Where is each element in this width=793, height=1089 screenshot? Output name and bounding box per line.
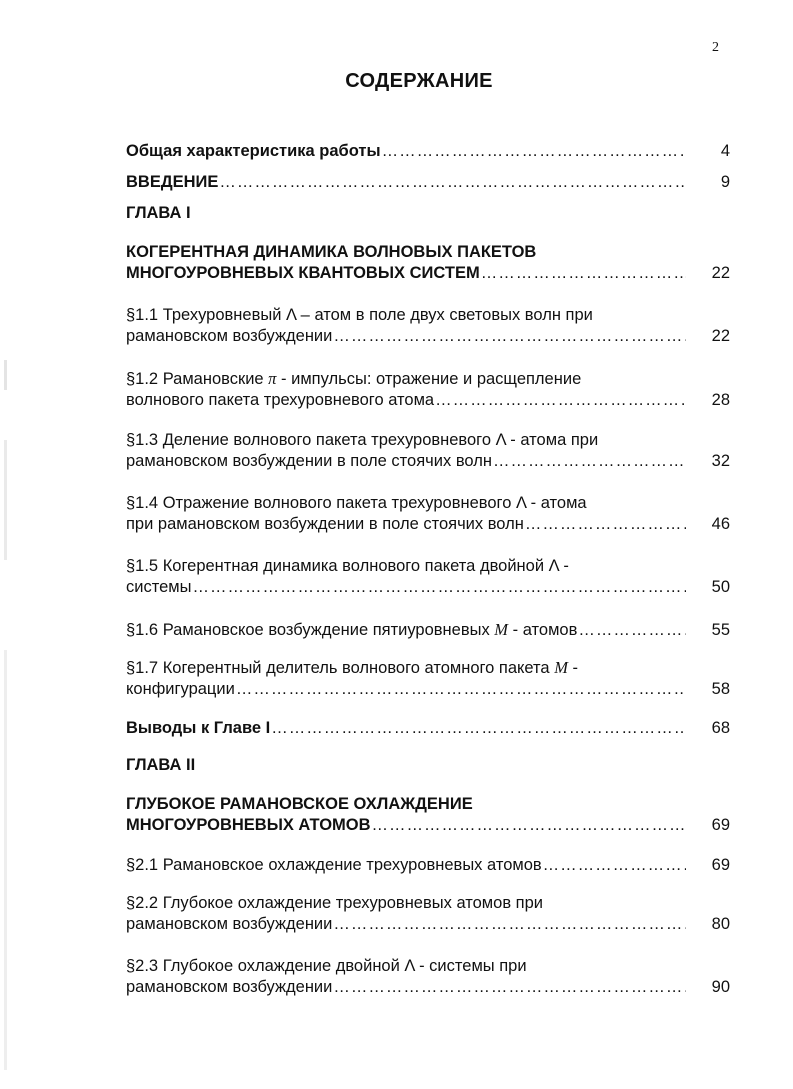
leader-dots bbox=[271, 718, 686, 739]
scan-artifact bbox=[4, 650, 7, 1070]
text-fragment: - атомов bbox=[508, 621, 578, 639]
toc-entry-text: МНОГОУРОВНЕВЫХ АТОМОВ bbox=[126, 816, 371, 834]
leader-dots bbox=[481, 263, 686, 284]
toc-entry-text: §2.3 Глубокое охлаждение двойной Λ - системы при bbox=[126, 957, 527, 975]
toc-entry-text: Выводы к Главе I bbox=[126, 719, 271, 737]
chapter-label: ГЛАВА II bbox=[126, 756, 196, 774]
text-fragment: - импульсы: отражение и расщепление bbox=[276, 370, 582, 388]
toc-entry-text: ВВЕДЕНИЕ bbox=[126, 173, 219, 191]
toc-entry-text: ГЛУБОКОЕ РАМАНОВСКОЕ ОХЛАЖДЕНИЕ bbox=[126, 795, 473, 813]
leader-dots bbox=[333, 977, 686, 998]
toc-entry-s1-7[interactable] bbox=[126, 657, 730, 700]
toc-entry-text: Общая характеристика работы bbox=[126, 142, 381, 160]
toc-entry-text: §1.1 Трехуровневый Λ – атом в поле двух световых волн при bbox=[126, 306, 593, 324]
page-title: СОДЕРЖАНИЕ bbox=[345, 70, 493, 92]
toc-entry-text: волнового пакета трехуровневого атома bbox=[126, 391, 435, 409]
toc-entry-text: системы bbox=[126, 578, 192, 596]
leader-dots bbox=[333, 914, 686, 935]
toc-page-number: 4 bbox=[720, 142, 730, 160]
toc-entry-text-line1 bbox=[126, 368, 686, 390]
toc-entry-intro[interactable] bbox=[126, 172, 730, 193]
toc-entry-text: §2.2 Глубокое охлаждение трехуровневых атомов при bbox=[126, 894, 544, 912]
toc-entry-s1-4[interactable] bbox=[126, 493, 730, 535]
toc-page-number: 69 bbox=[711, 856, 730, 874]
leader-dots bbox=[382, 141, 686, 162]
leader-dots bbox=[219, 172, 686, 193]
toc-page-number: 80 bbox=[711, 915, 730, 933]
page-number: 2 bbox=[712, 40, 719, 55]
text-fragment: §1.6 Рамановское возбуждение пятиуровневых bbox=[126, 621, 495, 639]
leader-dots bbox=[372, 815, 686, 836]
text-fragment: §1.7 Когерентный делитель волнового атомного пакета bbox=[126, 659, 555, 677]
leader-dots bbox=[493, 451, 686, 472]
m-symbol: M bbox=[494, 620, 509, 639]
toc-page-number: 58 bbox=[711, 680, 730, 698]
toc-entry-text-line1 bbox=[126, 657, 686, 679]
toc-entry-text: конфигурации bbox=[126, 680, 235, 698]
toc-page-number: 32 bbox=[711, 452, 730, 470]
toc-entry-text: рамановском возбуждении bbox=[126, 327, 333, 345]
toc-entry-s1-3[interactable] bbox=[126, 430, 730, 472]
toc-entry-conclusions1[interactable] bbox=[126, 718, 730, 739]
toc-entry-s2-1[interactable] bbox=[126, 855, 730, 876]
toc-page-number: 46 bbox=[711, 515, 730, 533]
leader-dots bbox=[578, 620, 686, 641]
m-symbol: M bbox=[554, 658, 568, 677]
scan-artifact bbox=[4, 440, 7, 560]
toc-page-number: 69 bbox=[711, 816, 730, 834]
toc-entry-chapter2[interactable] bbox=[126, 794, 730, 836]
toc-entry-text: при рамановском возбуждении в поле стоячих волн bbox=[126, 515, 524, 533]
leader-dots bbox=[543, 855, 686, 876]
toc-entry-text: §1.4 Отражение волнового пакета трехуровневого Λ - атома bbox=[126, 494, 587, 512]
toc-entry-text: КОГЕРЕНТНАЯ ДИНАМИКА ВОЛНОВЫХ ПАКЕТОВ bbox=[126, 243, 537, 261]
toc-entry-text: рамановском возбуждении в поле стоячих волн bbox=[126, 452, 492, 470]
toc-page-number: 90 bbox=[711, 978, 730, 996]
toc-page-number: 68 bbox=[711, 719, 730, 737]
scan-artifact bbox=[4, 360, 7, 390]
toc-entry-text: §2.1 Рамановское охлаждение трехуровневых атомов bbox=[126, 856, 542, 874]
toc-entry-s1-6[interactable] bbox=[126, 619, 730, 641]
toc-page-number: 50 bbox=[711, 578, 730, 596]
leader-dots bbox=[333, 326, 686, 347]
toc-entry-chapter1[interactable] bbox=[126, 242, 730, 284]
chapter-label: ГЛАВА I bbox=[126, 204, 191, 222]
toc-entry-text bbox=[126, 619, 577, 641]
toc-entry-s2-2[interactable] bbox=[126, 893, 730, 935]
toc-entry-s1-1[interactable] bbox=[126, 305, 730, 347]
toc-page-number: 22 bbox=[711, 327, 730, 345]
toc-page-number: 22 bbox=[711, 264, 730, 282]
leader-dots bbox=[435, 390, 686, 411]
toc-page-number: 28 bbox=[711, 391, 730, 409]
text-fragment: §1.2 Рамановские bbox=[126, 370, 269, 388]
toc-page-number: 55 bbox=[711, 621, 730, 639]
leader-dots bbox=[525, 514, 686, 535]
toc-entry-text: МНОГОУРОВНЕВЫХ КВАНТОВЫХ СИСТЕМ bbox=[126, 264, 480, 282]
toc-entry-text: рамановском возбуждении bbox=[126, 978, 333, 996]
toc-page-number: 9 bbox=[720, 173, 730, 191]
leader-dots bbox=[236, 679, 686, 700]
toc-entry-general[interactable] bbox=[126, 141, 730, 162]
toc-entry-s1-2[interactable] bbox=[126, 368, 730, 411]
toc-entry-s2-3[interactable] bbox=[126, 956, 730, 998]
toc-entry-s1-5[interactable] bbox=[126, 556, 730, 598]
pi-symbol: π bbox=[268, 369, 277, 388]
toc-entry-text: §1.3 Деление волнового пакета трехуровневого Λ - атома при bbox=[126, 431, 599, 449]
toc-entry-text: рамановском возбуждении bbox=[126, 915, 333, 933]
toc-entry-text: §1.5 Когерентная динамика волнового пакета двойной Λ - bbox=[126, 557, 569, 575]
text-fragment: - bbox=[567, 659, 579, 677]
leader-dots bbox=[192, 577, 686, 598]
